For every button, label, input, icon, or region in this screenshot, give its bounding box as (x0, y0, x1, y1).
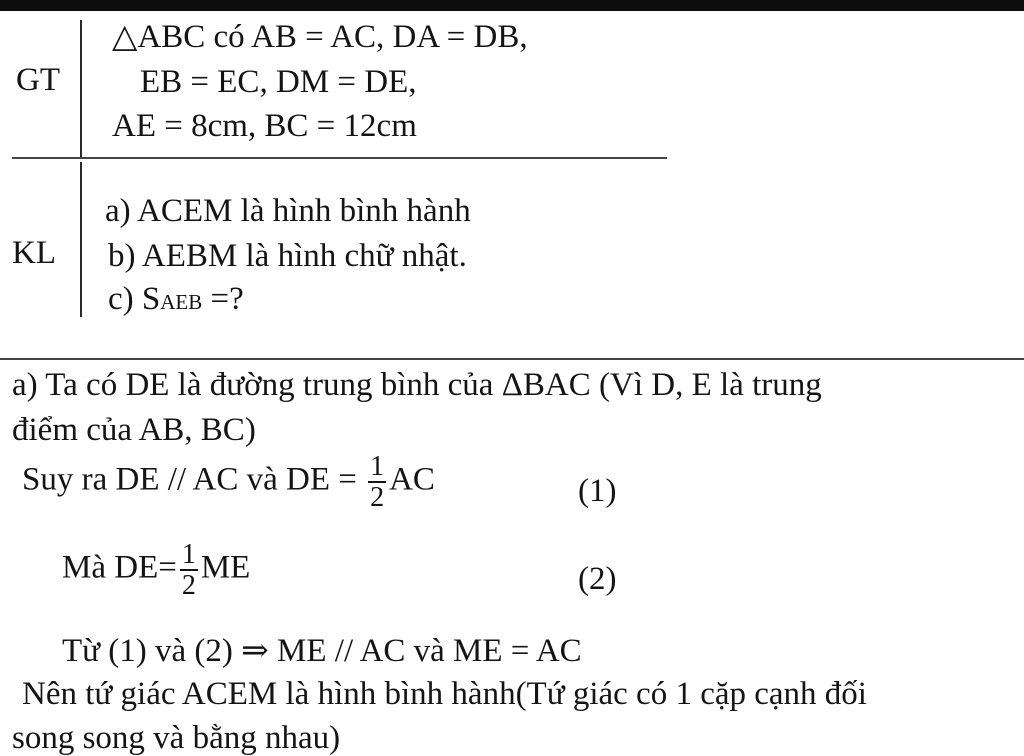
equation-label-2: (2) (578, 561, 617, 597)
section-divider (0, 358, 1024, 360)
solution-line-2: điểm của AB, BC) (12, 412, 256, 448)
fraction-2-numerator: 1 (181, 539, 196, 570)
kl-item-b: b) AEBM là hình chữ nhật. (108, 238, 467, 274)
solution-line-1: a) Ta có DE là đường trung bình của ΔBAC (Vì D, E là trung (12, 367, 822, 403)
line-3-text: Suy ra DE // AC và DE = (22, 461, 366, 498)
table-vertical-divider-bottom (80, 162, 82, 317)
kl-item-c (108, 283, 244, 316)
solution-line-6: Nên tứ giác ACEM là hình bình hành(Tứ giác có 1 cặp cạnh đối (22, 676, 867, 712)
table-horizontal-divider (12, 157, 667, 159)
kl-label: KL (12, 235, 56, 271)
fraction-2-denominator: 2 (181, 570, 196, 601)
gt-label: GT (16, 62, 60, 98)
kl-item-c-prefix: c) S (108, 281, 161, 317)
solution-line-5: Từ (1) và (2) ⇒ ME // AC và ME = AC (62, 633, 582, 669)
gt-line-1: △ABC có AB = AC, DA = DB, (112, 19, 528, 55)
equation-label-1: (1) (578, 473, 617, 509)
table-vertical-divider-top (80, 20, 82, 158)
line-3-suffix: AC (389, 461, 435, 498)
fraction-one-half-1 (368, 452, 386, 512)
fraction-one-half-2 (180, 540, 198, 600)
solution-line-4 (62, 540, 250, 600)
fraction-1-denominator: 2 (370, 482, 385, 513)
kl-item-c-suffix: =? (202, 281, 244, 317)
solution-line-7: song song và bằng nhau) (12, 720, 341, 756)
line-4-text: Mà DE= (62, 549, 177, 586)
kl-item-c-subscript: AEB (160, 290, 203, 314)
gt-line-3: AE = 8cm, BC = 12cm (112, 108, 417, 144)
top-dark-bar (0, 0, 1024, 11)
line-4-suffix: ME (200, 549, 251, 586)
solution-line-3 (22, 452, 435, 512)
gt-line-2: EB = EC, DM = DE, (140, 64, 417, 100)
kl-item-a: a) ACEM là hình bình hành (105, 193, 471, 229)
fraction-1-numerator: 1 (370, 451, 385, 482)
